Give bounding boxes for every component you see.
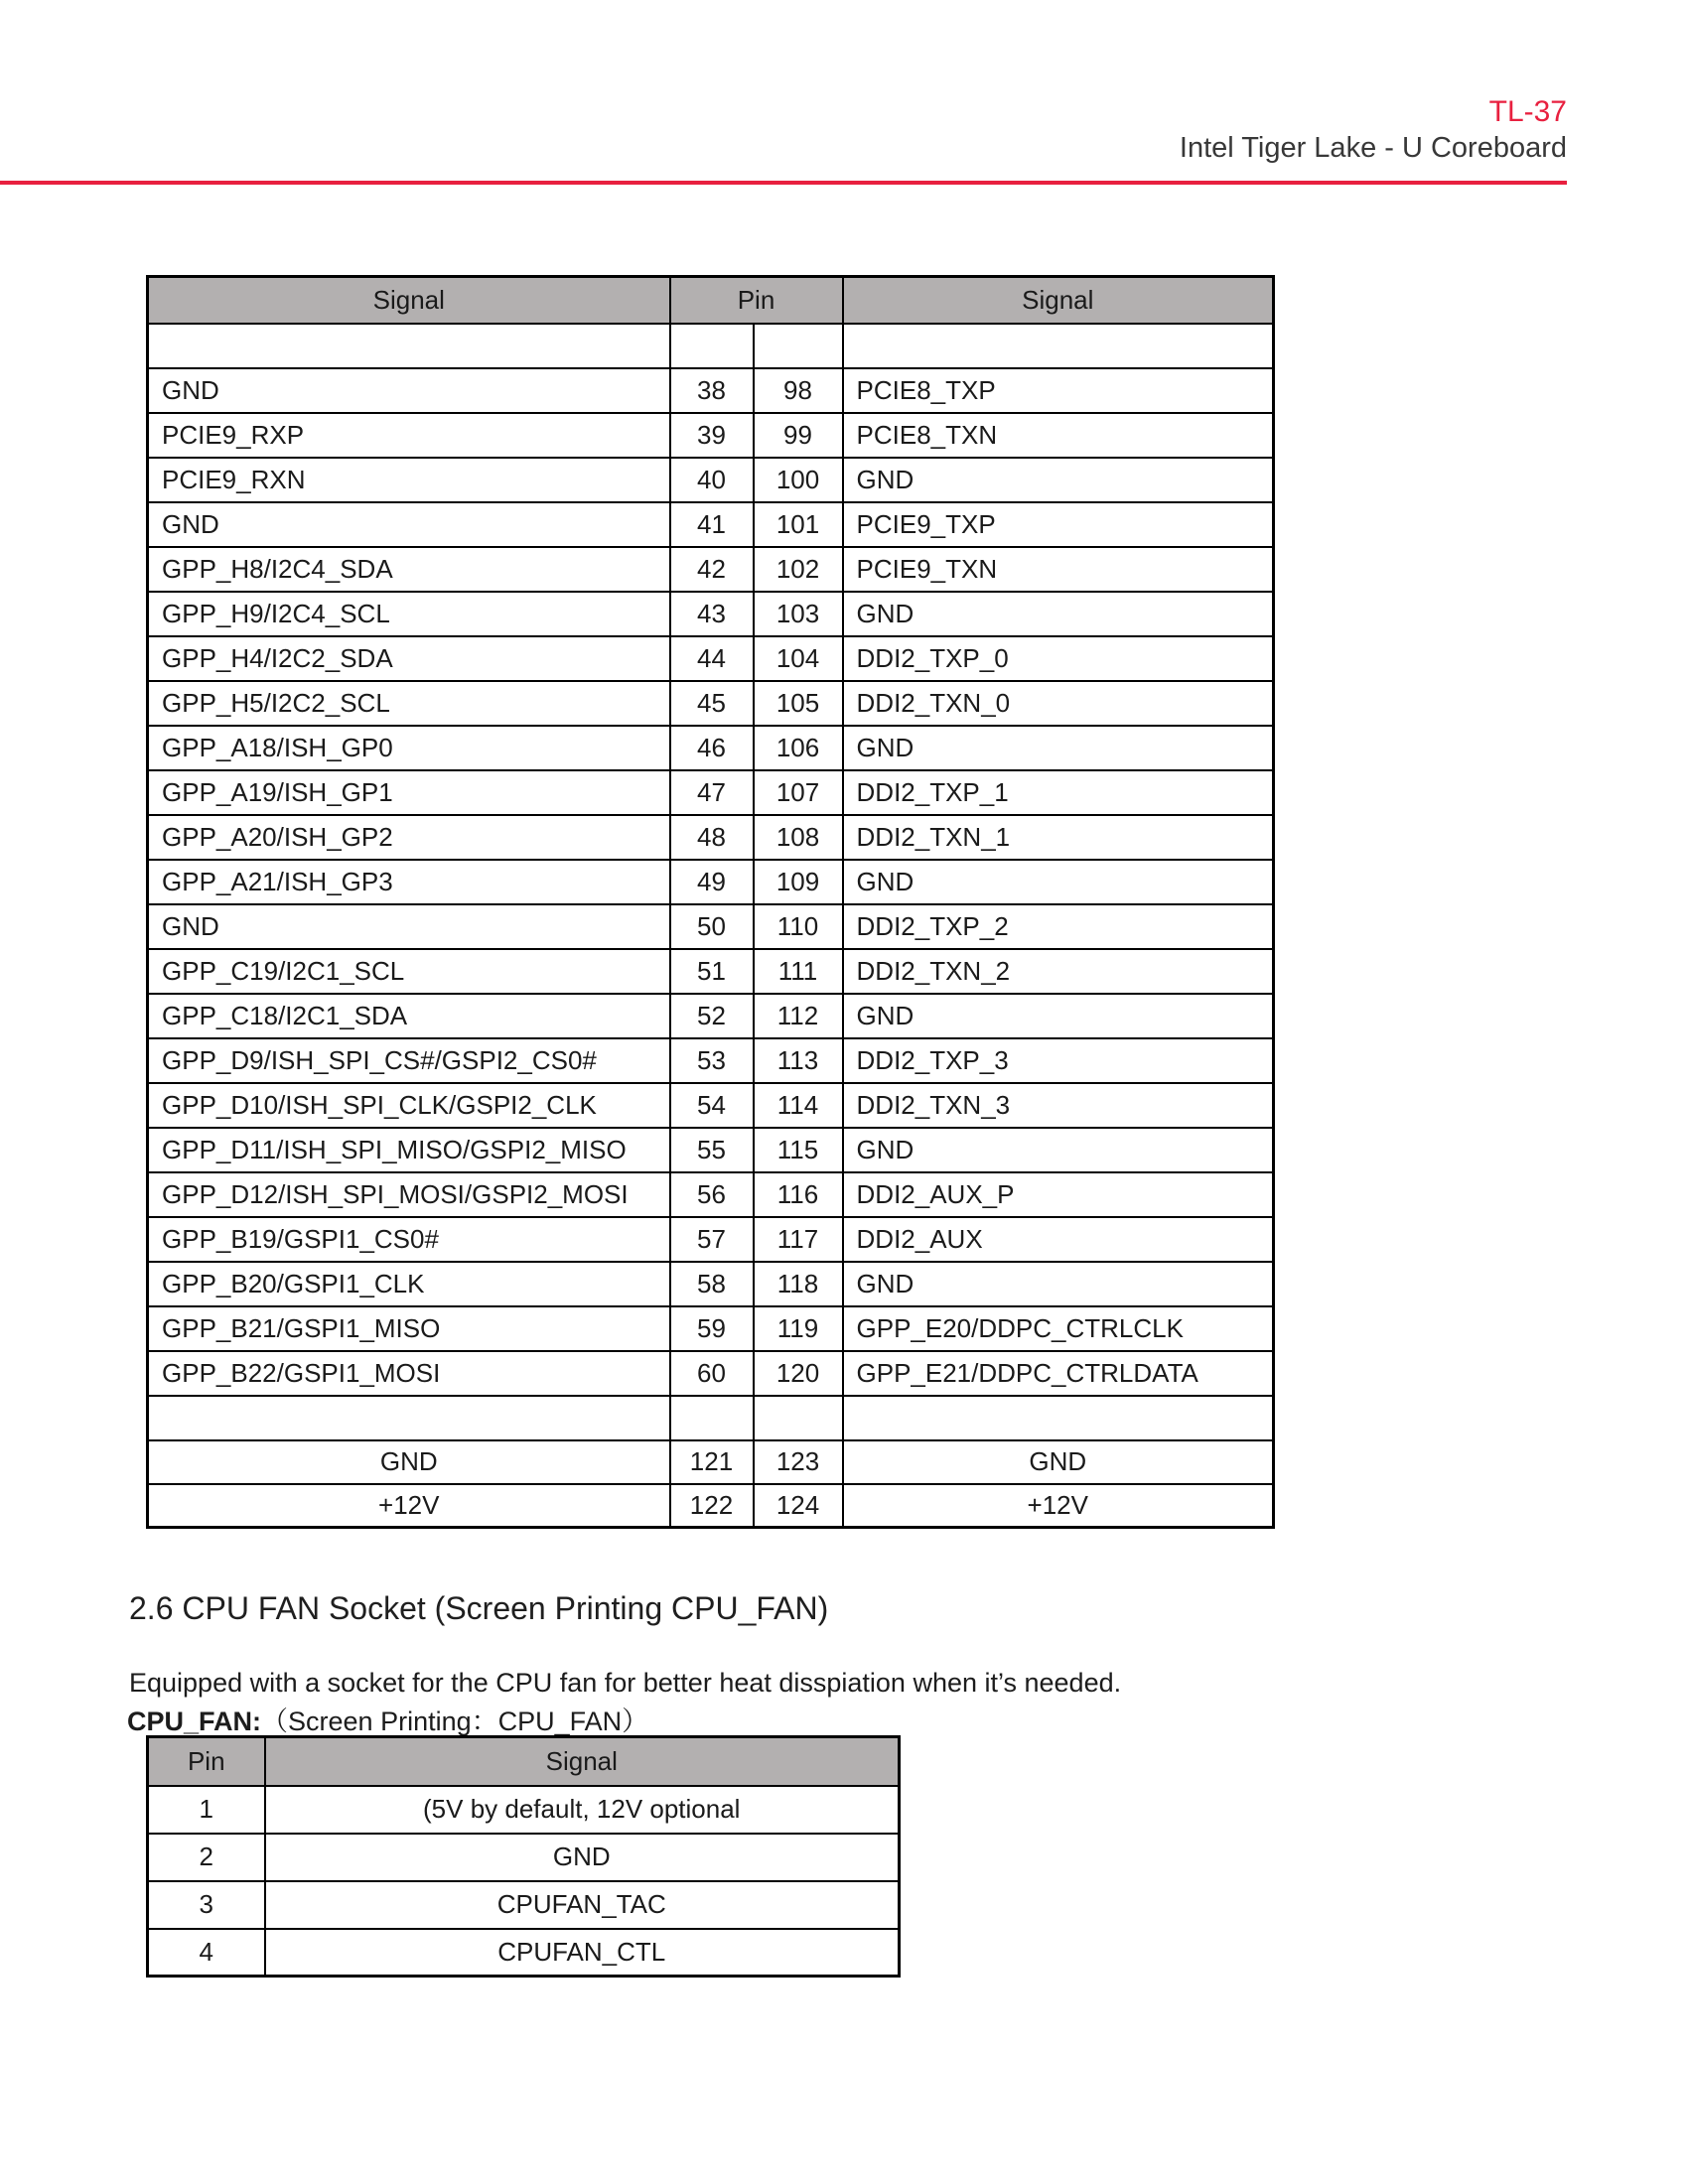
signal-cell: CPUFAN_TAC bbox=[265, 1881, 900, 1929]
pin-cell: 52 bbox=[670, 994, 754, 1038]
signal-cell: GPP_A19/ISH_GP1 bbox=[148, 770, 670, 815]
signal-cell: PCIE8_TXP bbox=[843, 368, 1274, 413]
table-row bbox=[148, 904, 1274, 949]
pin-cell: 4 bbox=[148, 1929, 265, 1977]
signal-cell: GND bbox=[843, 726, 1274, 770]
pin-cell: 107 bbox=[754, 770, 843, 815]
empty-cell bbox=[148, 1396, 670, 1440]
signal-cell: GPP_C19/I2C1_SCL bbox=[148, 949, 670, 994]
pin-cell: 113 bbox=[754, 1038, 843, 1083]
signal-cell: GPP_E21/DDPC_CTRLDATA bbox=[843, 1351, 1274, 1396]
pin-cell: 3 bbox=[148, 1881, 265, 1929]
pin-cell: 59 bbox=[670, 1306, 754, 1351]
pin-cell: 105 bbox=[754, 681, 843, 726]
signal-left-header: Signal bbox=[148, 277, 670, 324]
signal-cell: GND bbox=[148, 502, 670, 547]
empty-cell bbox=[670, 1396, 754, 1440]
table-row bbox=[148, 592, 1274, 636]
pin-cell: 54 bbox=[670, 1083, 754, 1128]
signal-cell: DDI2_TXP_0 bbox=[843, 636, 1274, 681]
signal-cell: (5V by default, 12V optional bbox=[265, 1786, 900, 1834]
pin-cell: 123 bbox=[754, 1440, 843, 1484]
pin-cell: 114 bbox=[754, 1083, 843, 1128]
signal-cell: GPP_H4/I2C2_SDA bbox=[148, 636, 670, 681]
pin-cell: 122 bbox=[670, 1484, 754, 1528]
signal-cell: GND bbox=[148, 904, 670, 949]
signal-cell: DDI2_AUX_P bbox=[843, 1172, 1274, 1217]
pin-cell: 57 bbox=[670, 1217, 754, 1262]
pin-cell: 101 bbox=[754, 502, 843, 547]
spacer-row bbox=[148, 1396, 1274, 1440]
pin-cell: 38 bbox=[670, 368, 754, 413]
empty-cell bbox=[843, 324, 1274, 368]
page-header bbox=[1180, 93, 1567, 167]
table-row bbox=[148, 770, 1274, 815]
signal-cell: DDI2_TXN_0 bbox=[843, 681, 1274, 726]
pin-cell: 104 bbox=[754, 636, 843, 681]
signal-cell: GND bbox=[843, 1128, 1274, 1172]
pin-signal-table bbox=[146, 275, 1275, 1529]
signal-cell: PCIE8_TXN bbox=[843, 413, 1274, 458]
signal-cell: PCIE9_TXP bbox=[843, 502, 1274, 547]
table-row bbox=[148, 413, 1274, 458]
doc-code: TL-37 bbox=[1488, 95, 1567, 128]
fan-table-body bbox=[148, 1786, 900, 1977]
table-row bbox=[148, 636, 1274, 681]
pin-cell: 53 bbox=[670, 1038, 754, 1083]
signal-cell: +12V bbox=[843, 1484, 1274, 1528]
table-row bbox=[148, 1083, 1274, 1128]
section-paragraph: Equipped with a socket for the CPU fan for better heat disspiation when it’s needed. bbox=[129, 1668, 1122, 1698]
pin-cell: 103 bbox=[754, 592, 843, 636]
signal-cell: GND bbox=[843, 1262, 1274, 1306]
pin-cell: 120 bbox=[754, 1351, 843, 1396]
pin-cell: 106 bbox=[754, 726, 843, 770]
table-row bbox=[148, 1834, 900, 1881]
signal-cell: GPP_A20/ISH_GP2 bbox=[148, 815, 670, 860]
header-row bbox=[148, 277, 1274, 324]
pin-cell: 51 bbox=[670, 949, 754, 994]
pin-cell: 117 bbox=[754, 1217, 843, 1262]
signal-cell: GPP_H5/I2C2_SCL bbox=[148, 681, 670, 726]
signal-cell: PCIE9_TXN bbox=[843, 547, 1274, 592]
empty-cell bbox=[148, 324, 670, 368]
signal-cell: GPP_C18/I2C1_SDA bbox=[148, 994, 670, 1038]
pin-cell: 111 bbox=[754, 949, 843, 994]
signal-cell: GPP_B19/GSPI1_CS0# bbox=[148, 1217, 670, 1262]
pin-cell: 43 bbox=[670, 592, 754, 636]
table-row bbox=[148, 368, 1274, 413]
pin-cell: 2 bbox=[148, 1834, 265, 1881]
pin-cell: 116 bbox=[754, 1172, 843, 1217]
pin-cell: 99 bbox=[754, 413, 843, 458]
pin-cell: 119 bbox=[754, 1306, 843, 1351]
doc-title: Intel Tiger Lake - U Coreboard bbox=[1179, 132, 1567, 164]
pin-cell: 112 bbox=[754, 994, 843, 1038]
pin-cell: 46 bbox=[670, 726, 754, 770]
pin-cell: 102 bbox=[754, 547, 843, 592]
pin-signal-table-head bbox=[148, 277, 1274, 324]
cpu-fan-table-head bbox=[148, 1737, 900, 1786]
table-row bbox=[148, 1484, 1274, 1528]
fan-signal-header: Signal bbox=[265, 1737, 900, 1786]
table-row bbox=[148, 1786, 900, 1834]
table-row bbox=[148, 1351, 1274, 1396]
table-row bbox=[148, 1262, 1274, 1306]
signal-cell: GND bbox=[148, 1440, 670, 1484]
signal-cell: PCIE9_RXP bbox=[148, 413, 670, 458]
pin-cell: 55 bbox=[670, 1128, 754, 1172]
table-row bbox=[148, 502, 1274, 547]
signal-cell: GND bbox=[843, 860, 1274, 904]
table-row bbox=[148, 949, 1274, 994]
table-row bbox=[148, 1128, 1274, 1172]
spacer-row bbox=[148, 324, 1274, 368]
pin-cell: 109 bbox=[754, 860, 843, 904]
table-row bbox=[148, 1306, 1274, 1351]
pin-cell: 48 bbox=[670, 815, 754, 860]
header-row bbox=[148, 1737, 900, 1786]
signal-cell: GND bbox=[148, 368, 670, 413]
main-table-body bbox=[148, 368, 1274, 1396]
pin-cell: 98 bbox=[754, 368, 843, 413]
table-row bbox=[148, 726, 1274, 770]
pin-cell: 58 bbox=[670, 1262, 754, 1306]
signal-cell: DDI2_TXP_1 bbox=[843, 770, 1274, 815]
signal-cell: +12V bbox=[148, 1484, 670, 1528]
signal-cell: GPP_H9/I2C4_SCL bbox=[148, 592, 670, 636]
signal-cell: GPP_D10/ISH_SPI_CLK/GSPI2_CLK bbox=[148, 1083, 670, 1128]
signal-cell: DDI2_AUX bbox=[843, 1217, 1274, 1262]
top-spacer-body bbox=[148, 324, 1274, 368]
table-row bbox=[148, 1881, 900, 1929]
signal-cell: GPP_B20/GSPI1_CLK bbox=[148, 1262, 670, 1306]
pin-cell: 45 bbox=[670, 681, 754, 726]
pin-cell: 41 bbox=[670, 502, 754, 547]
signal-cell: DDI2_TXN_1 bbox=[843, 815, 1274, 860]
bottom-spacer-body bbox=[148, 1396, 1274, 1440]
header-divider-rule bbox=[0, 181, 1567, 185]
table-row bbox=[148, 547, 1274, 592]
empty-cell bbox=[754, 324, 843, 368]
pin-cell: 121 bbox=[670, 1440, 754, 1484]
table-row bbox=[148, 1038, 1274, 1083]
signal-cell: GPP_A18/ISH_GP0 bbox=[148, 726, 670, 770]
signal-cell: PCIE9_RXN bbox=[148, 458, 670, 502]
signal-cell: GPP_D9/ISH_SPI_CS#/GSPI2_CS0# bbox=[148, 1038, 670, 1083]
table-row bbox=[148, 860, 1274, 904]
signal-cell: GND bbox=[843, 458, 1274, 502]
fan-socket-label bbox=[127, 1700, 648, 1738]
table-row bbox=[148, 681, 1274, 726]
cpu-fan-table bbox=[146, 1735, 901, 1978]
pin-cell: 50 bbox=[670, 904, 754, 949]
pin-cell: 115 bbox=[754, 1128, 843, 1172]
pin-cell: 44 bbox=[670, 636, 754, 681]
signal-cell: GPP_D11/ISH_SPI_MISO/GSPI2_MISO bbox=[148, 1128, 670, 1172]
pin-cell: 100 bbox=[754, 458, 843, 502]
pin-cell: 108 bbox=[754, 815, 843, 860]
table-row bbox=[148, 1172, 1274, 1217]
fan-pin-header: Pin bbox=[148, 1737, 265, 1786]
pin-cell: 49 bbox=[670, 860, 754, 904]
signal-cell: DDI2_TXN_2 bbox=[843, 949, 1274, 994]
pin-cell: 42 bbox=[670, 547, 754, 592]
fan-socket-label-rest: （Screen Printing：CPU_FAN） bbox=[261, 1706, 649, 1736]
signal-right-header: Signal bbox=[843, 277, 1274, 324]
signal-cell: GND bbox=[843, 994, 1274, 1038]
pin-cell: 47 bbox=[670, 770, 754, 815]
signal-cell: CPUFAN_CTL bbox=[265, 1929, 900, 1977]
pin-header: Pin bbox=[670, 277, 843, 324]
pin-cell: 118 bbox=[754, 1262, 843, 1306]
signal-cell: GPP_A21/ISH_GP3 bbox=[148, 860, 670, 904]
table-row bbox=[148, 1217, 1274, 1262]
signal-cell: GND bbox=[843, 592, 1274, 636]
pin-cell: 110 bbox=[754, 904, 843, 949]
signal-cell: GPP_H8/I2C4_SDA bbox=[148, 547, 670, 592]
empty-cell bbox=[754, 1396, 843, 1440]
fan-socket-label-bold: CPU_FAN: bbox=[127, 1706, 262, 1736]
signal-cell: GPP_D12/ISH_SPI_MOSI/GSPI2_MOSI bbox=[148, 1172, 670, 1217]
pin-cell: 1 bbox=[148, 1786, 265, 1834]
signal-cell: GPP_B21/GSPI1_MISO bbox=[148, 1306, 670, 1351]
signal-cell: GND bbox=[843, 1440, 1274, 1484]
table-row bbox=[148, 815, 1274, 860]
table-row bbox=[148, 994, 1274, 1038]
table-row bbox=[148, 458, 1274, 502]
empty-cell bbox=[670, 324, 754, 368]
table-row bbox=[148, 1929, 900, 1977]
pin-cell: 124 bbox=[754, 1484, 843, 1528]
signal-cell: GND bbox=[265, 1834, 900, 1881]
signal-cell: GPP_B22/GSPI1_MOSI bbox=[148, 1351, 670, 1396]
pin-cell: 60 bbox=[670, 1351, 754, 1396]
pin-cell: 56 bbox=[670, 1172, 754, 1217]
power-rows-body bbox=[148, 1440, 1274, 1528]
pin-cell: 40 bbox=[670, 458, 754, 502]
table-row bbox=[148, 1440, 1274, 1484]
signal-cell: DDI2_TXP_2 bbox=[843, 904, 1274, 949]
section-heading: 2.6 CPU FAN Socket (Screen Printing CPU_FAN) bbox=[129, 1590, 829, 1626]
signal-cell: DDI2_TXN_3 bbox=[843, 1083, 1274, 1128]
pin-cell: 39 bbox=[670, 413, 754, 458]
signal-cell: GPP_E20/DDPC_CTRLCLK bbox=[843, 1306, 1274, 1351]
signal-cell: DDI2_TXP_3 bbox=[843, 1038, 1274, 1083]
empty-cell bbox=[843, 1396, 1274, 1440]
